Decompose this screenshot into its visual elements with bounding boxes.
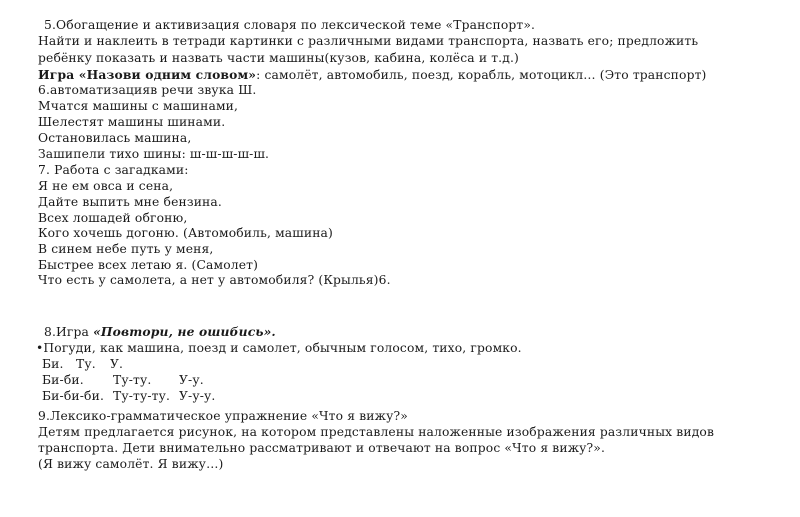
section8-heading-prefix: 8.Игра bbox=[44, 325, 94, 339]
poem-line: Шелестят машины шинами. bbox=[38, 115, 226, 129]
syllable-cell: Би. bbox=[42, 357, 64, 371]
game-text: : самолёт, автомобиль, поезд, корабль, мотоцикл… (Это транспорт) bbox=[256, 68, 707, 82]
riddle-line: Кого хочешь догоню. (Автомобиль, машина) bbox=[38, 226, 333, 240]
riddle-line: Всех лошадей обгоню, bbox=[38, 211, 188, 225]
game-title: Назови одним словом bbox=[86, 67, 249, 82]
section5-game-line bbox=[38, 67, 707, 83]
section7-heading: 7. Работа с загадками: bbox=[38, 163, 189, 177]
syllable-cell: У-у. bbox=[179, 373, 204, 387]
poem-line: Остановилась машина, bbox=[38, 131, 192, 145]
riddle-line: Быстрее всех летаю я. (Самолет) bbox=[38, 258, 259, 272]
section5-line1: Найти и наклеить в тетради картинки с различными видами транспорта, назвать его; предложить bbox=[38, 34, 699, 48]
game-prefix: Игра « bbox=[38, 67, 87, 82]
syllable-cell: Ту. bbox=[76, 357, 96, 371]
section9-line2: транспорта. Дети внимательно рассматривают и отвечают на вопрос «Что я вижу?». bbox=[38, 441, 606, 455]
syllable-cell: Ту-ту. bbox=[113, 373, 152, 387]
section9-line1: Детям предлагается рисунок, на котором представлены наложенные изображения различных видов bbox=[38, 425, 715, 439]
section8-heading-title: «Повтори, не ошибись». bbox=[93, 324, 276, 339]
section5-heading: 5.Обогащение и активизация словаря по лексической теме «Транспорт». bbox=[44, 18, 536, 32]
syllable-row bbox=[42, 373, 204, 388]
bullet-icon: • bbox=[36, 341, 44, 355]
section8-bullet-line bbox=[36, 341, 522, 356]
section5-line2: ребёнку показать и назвать части машины(кузов, кабина, колёса и т.д.) bbox=[38, 51, 519, 65]
bullet-text: Погуди, как машина, поезд и самолет, обычным голосом, тихо, громко. bbox=[43, 341, 522, 355]
syllable-row bbox=[42, 389, 215, 404]
riddle-line: Я не ем овса и сена, bbox=[38, 179, 174, 193]
riddle-line: Что есть у самолета, а нет у автомобиля? (Крылья)6. bbox=[38, 273, 391, 287]
game-suffix: » bbox=[248, 67, 257, 82]
syllable-row bbox=[42, 357, 123, 372]
section8-heading bbox=[44, 324, 276, 340]
section6-heading: 6.автоматизацияв речи звука Ш. bbox=[38, 83, 257, 97]
syllable-cell: У. bbox=[110, 357, 124, 371]
syllable-cell: У-у-у. bbox=[179, 389, 216, 403]
syllable-cell: Ту-ту-ту. bbox=[113, 389, 171, 403]
poem-line: Зашипели тихо шины: ш-ш-ш-ш-ш. bbox=[38, 147, 270, 161]
section9-line3: (Я вижу самолёт. Я вижу…) bbox=[38, 457, 224, 471]
syllable-cell: Би-би-би. bbox=[42, 389, 104, 403]
poem-line: Мчатся машины с машинами, bbox=[38, 99, 239, 113]
syllable-cell: Би-би. bbox=[42, 373, 84, 387]
riddle-line: В синем небе путь у меня, bbox=[38, 242, 214, 256]
riddle-line: Дайте выпить мне бензина. bbox=[38, 195, 222, 209]
section9-heading: 9.Лексико-грамматическое упражнение «Что я вижу?» bbox=[38, 409, 408, 423]
